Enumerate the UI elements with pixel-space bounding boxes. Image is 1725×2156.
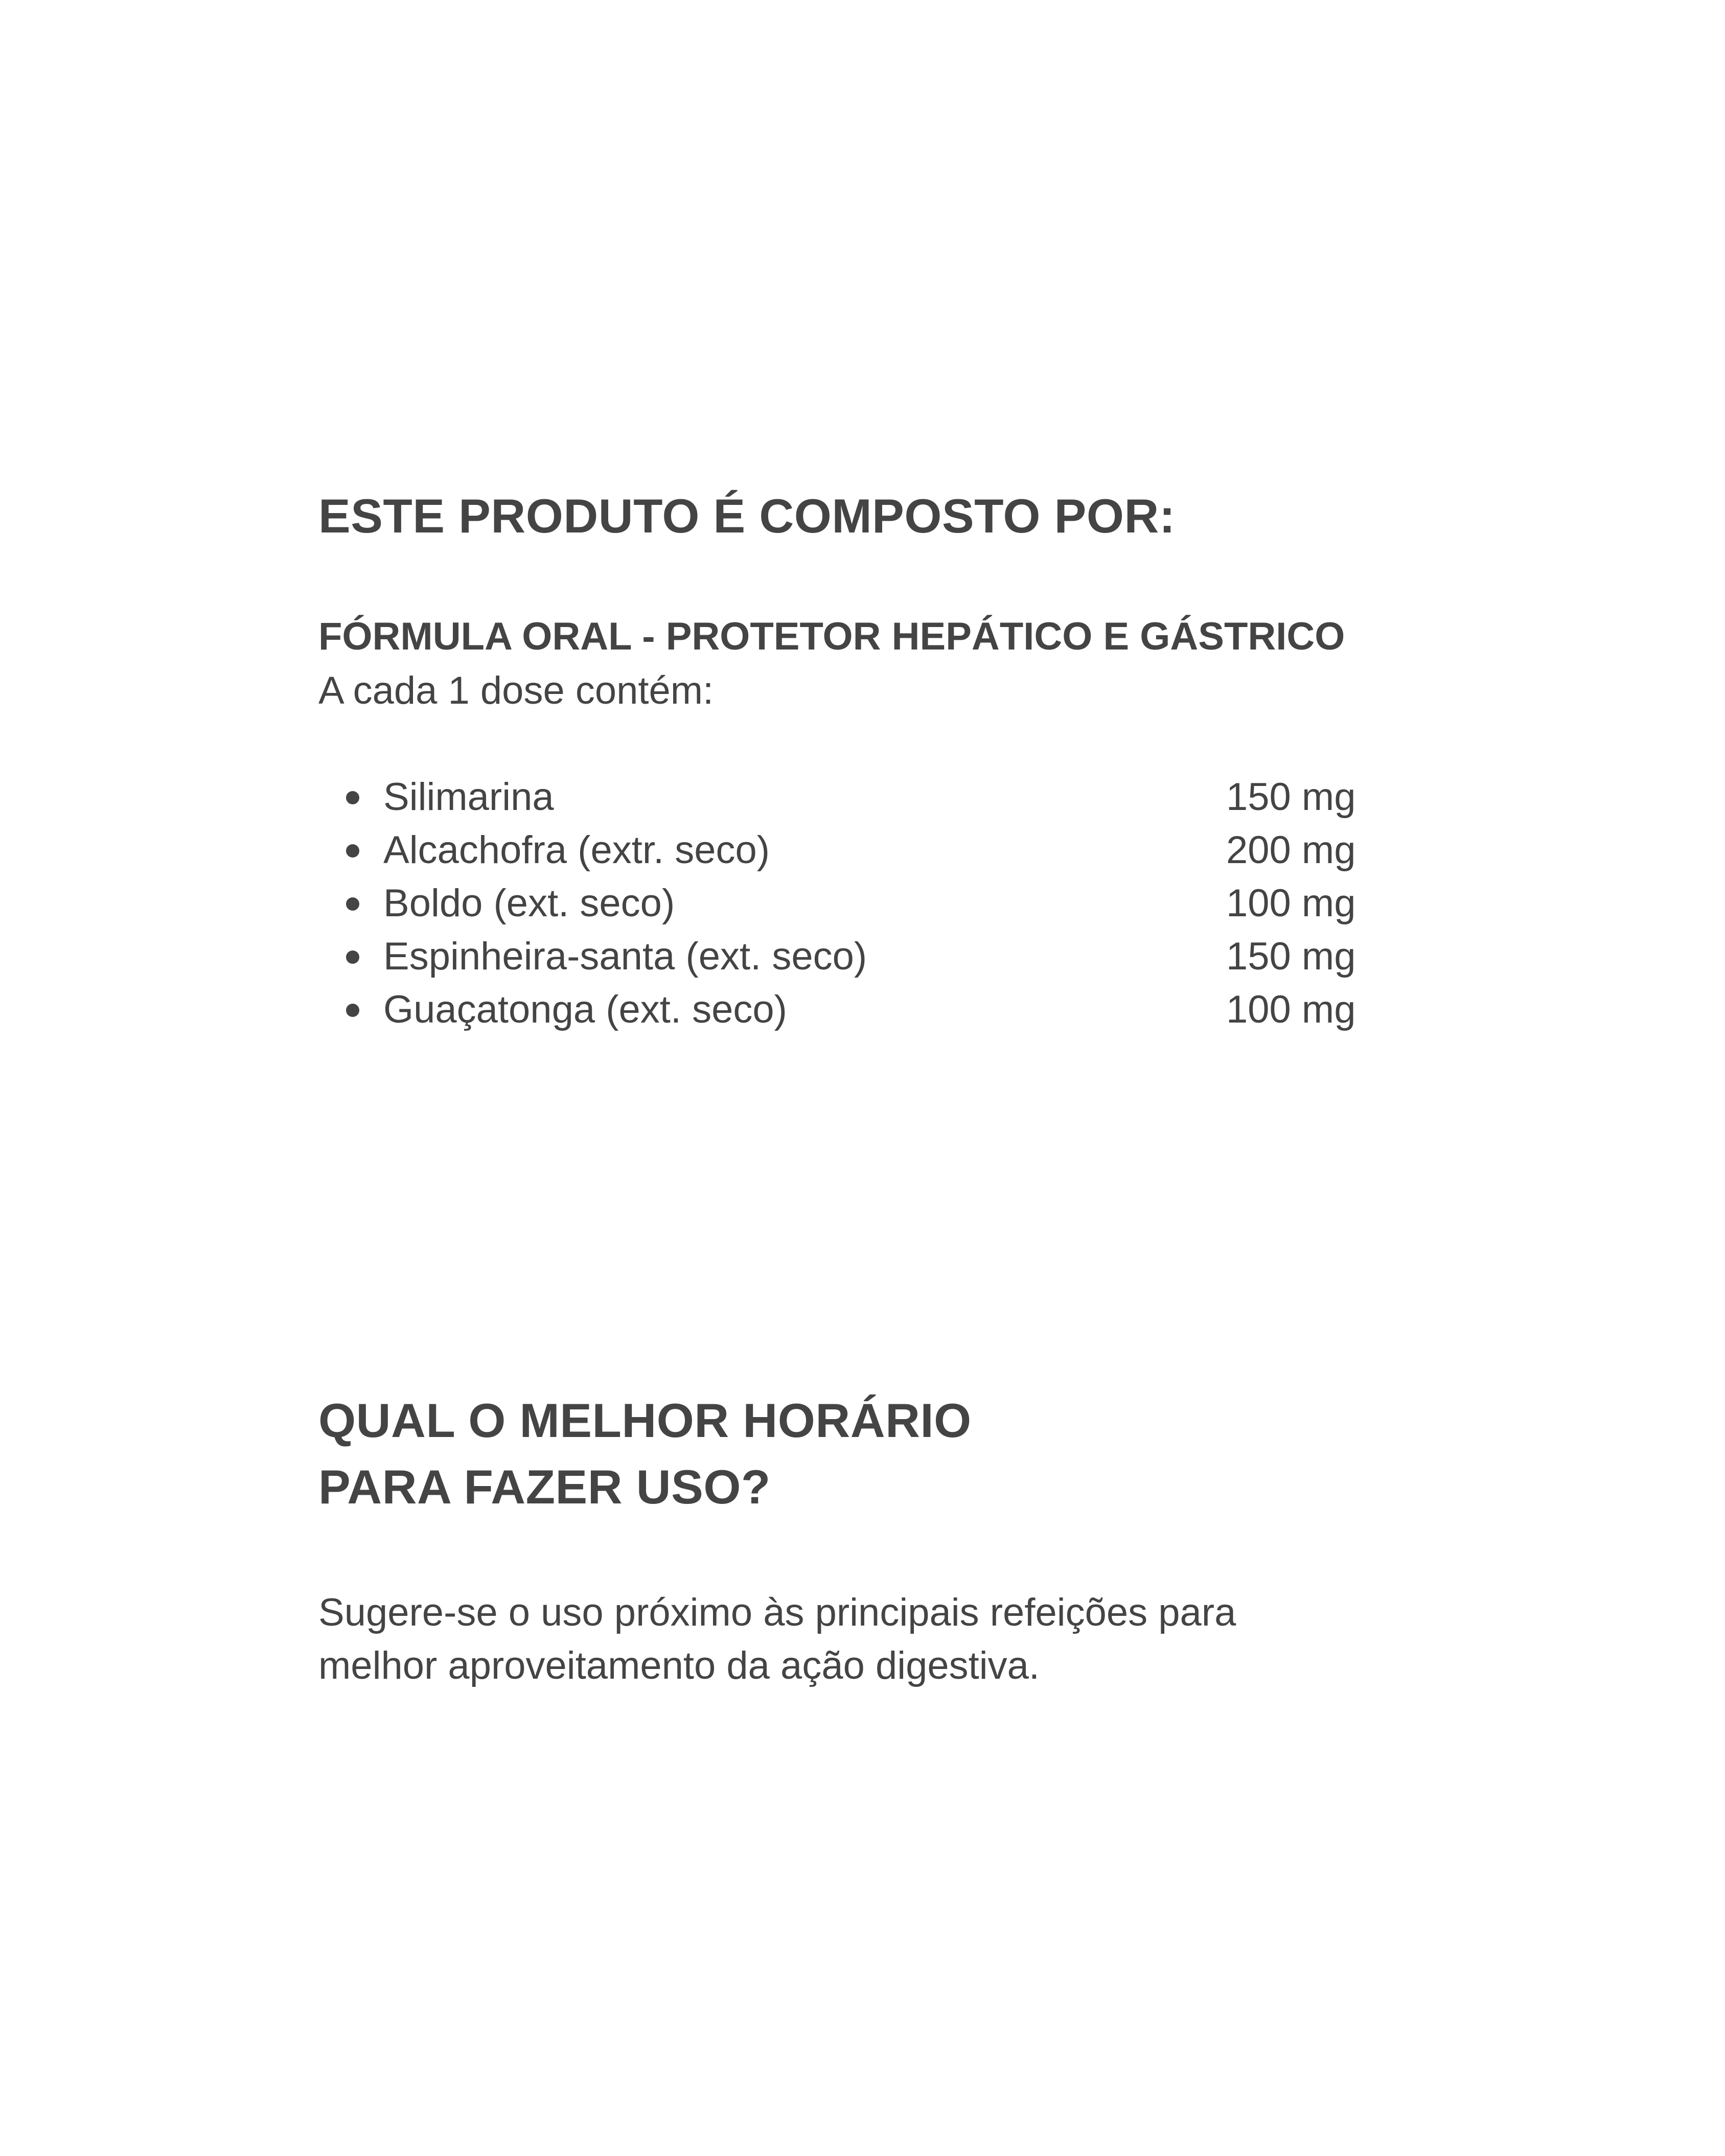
bullet-icon bbox=[346, 791, 359, 804]
formula-name: FÓRMULA ORAL - PROTETOR HEPÁTICO E GÁSTRICO bbox=[318, 615, 1345, 658]
dose-intro: A cada 1 dose contém: bbox=[318, 669, 714, 712]
ingredient-row bbox=[318, 824, 1433, 877]
ingredient-row bbox=[318, 877, 1433, 930]
ingredient-amount: 200 mg bbox=[1226, 828, 1356, 872]
usage-title-line-1: QUAL O MELHOR HORÁRIO bbox=[318, 1394, 972, 1447]
ingredient-amount: 150 mg bbox=[1226, 935, 1356, 978]
ingredient-list bbox=[318, 771, 1433, 1036]
ingredient-name: Espinheira-santa (ext. seco) bbox=[383, 935, 867, 978]
ingredient-name: Boldo (ext. seco) bbox=[383, 882, 675, 925]
ingredient-row bbox=[318, 930, 1433, 983]
usage-text-line-2: melhor aproveitamento da ação digestiva. bbox=[318, 1644, 1040, 1687]
ingredient-name: Silimarina bbox=[383, 775, 554, 819]
ingredient-amount: 150 mg bbox=[1226, 775, 1356, 819]
usage-title bbox=[318, 1387, 1392, 1520]
bullet-icon bbox=[346, 1004, 359, 1017]
usage-title-line-2: PARA FAZER USO? bbox=[318, 1460, 771, 1514]
usage-text-line-1: Sugere-se o uso próximo às principais refeições para bbox=[318, 1591, 1236, 1634]
ingredient-name: Guaçatonga (ext. seco) bbox=[383, 988, 787, 1031]
bullet-icon bbox=[346, 951, 359, 964]
ingredient-name: Alcachofra (extr. seco) bbox=[383, 828, 770, 872]
bullet-icon bbox=[346, 897, 359, 911]
composition-title: ESTE PRODUTO É COMPOSTO POR: bbox=[318, 489, 1176, 543]
usage-text bbox=[318, 1586, 1417, 1693]
ingredient-row bbox=[318, 771, 1433, 824]
ingredient-row bbox=[318, 983, 1433, 1036]
ingredient-amount: 100 mg bbox=[1226, 882, 1356, 925]
ingredient-amount: 100 mg bbox=[1226, 988, 1356, 1031]
bullet-icon bbox=[346, 844, 359, 857]
